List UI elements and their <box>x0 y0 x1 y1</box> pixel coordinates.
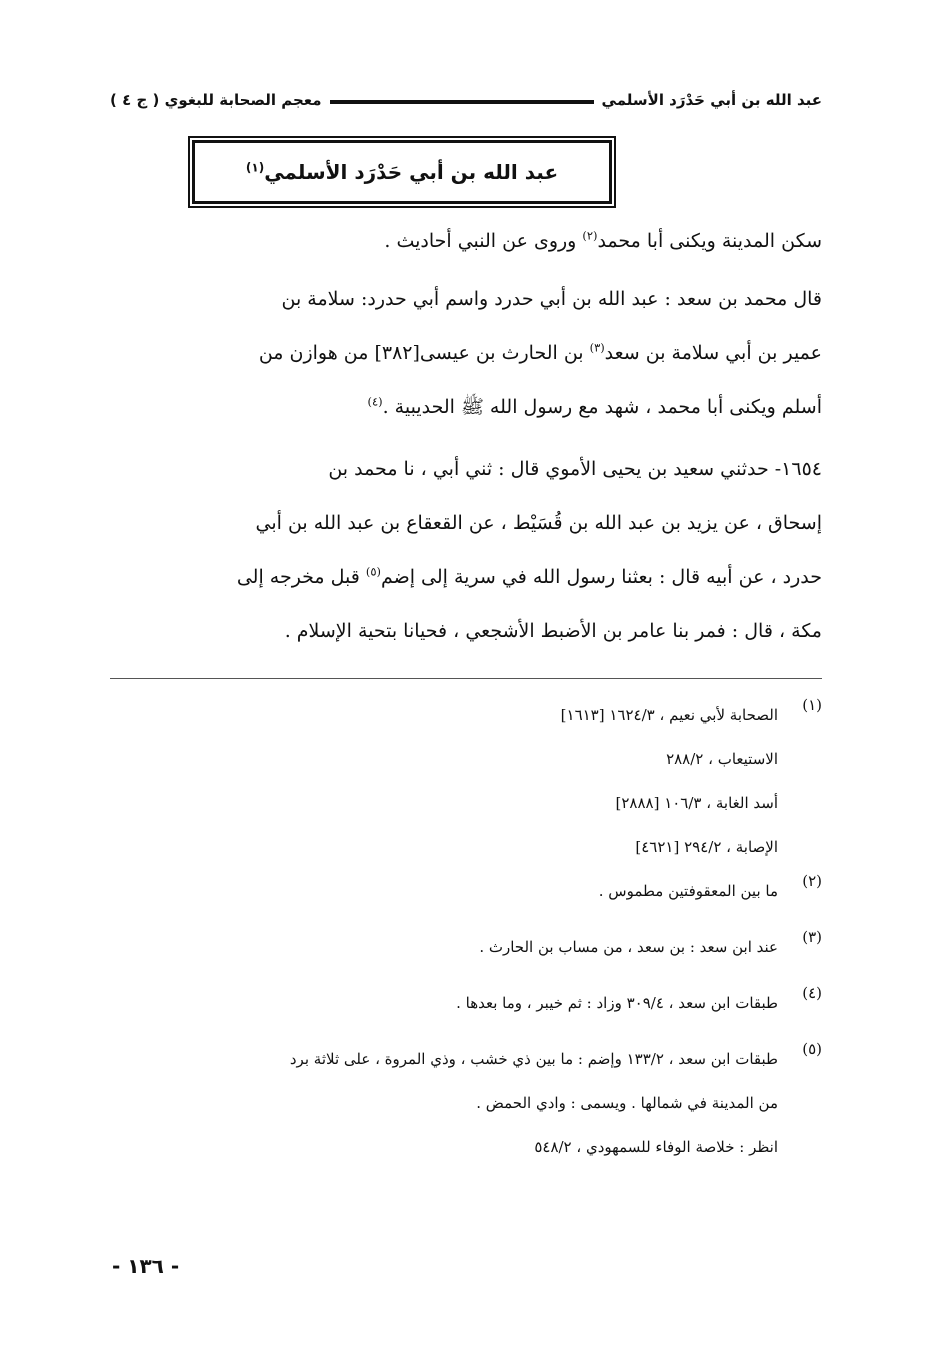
paragraph-text: قبل مخرجه إلى <box>236 566 366 588</box>
paragraph-intro <box>110 214 822 268</box>
footnote-line: انظر : خلاصة الوفاء للسمهودي ، ٥٤٨/٢ <box>534 1138 778 1156</box>
paragraph-text: وروى عن النبي أحاديث . <box>384 230 583 252</box>
footnote-2 <box>110 872 822 916</box>
paragraph-ibn-saad <box>110 272 822 434</box>
footnote-marker-4: (٤) <box>367 394 383 409</box>
footnote-line: طبقات ابن سعد ، ١٣٣/٢ وإضم : ما بين ذي خشب ، وذي المروة ، على ثلاثة برد <box>289 1050 778 1068</box>
footnote-line: طبقات ابن سعد ، ٣٠٩/٤ وزاد : ثم خيبر ، وما بعدها . <box>456 994 778 1012</box>
entry-title-box <box>192 140 612 204</box>
footnote-number: (٥) <box>802 1040 822 1058</box>
paragraph-line <box>110 550 822 604</box>
paragraph-text: أسلم ويكنى أبا محمد ، شهد مع رسول الله ﷺ الحديبية . <box>382 396 822 418</box>
footnote-marker-2: (٢) <box>582 228 598 243</box>
footnote-number: (١) <box>802 696 822 714</box>
paragraph-line <box>110 326 822 380</box>
footnote-1 <box>110 696 822 872</box>
paragraph-line: إسحاق ، عن يزيد بن عبد الله بن قُسَيْط ، عن القعقاع بن عبد الله بن أبي <box>255 512 822 534</box>
footnote-line: الاستيعاب ، ٢٨٨/٢ <box>666 750 778 768</box>
footnote-marker-1: (١) <box>245 160 265 175</box>
paragraph-text: سكن المدينة ويكنى أبا محمد <box>597 230 822 252</box>
footnote-line: عند ابن سعد : بن سعد ، من مساب بن الحارث . <box>479 938 778 956</box>
header-rule <box>330 100 594 104</box>
footnote-number: (٣) <box>802 928 822 946</box>
footnote-separator <box>110 678 822 679</box>
footnote-5 <box>110 1040 822 1172</box>
footnote-number: (٤) <box>802 984 822 1002</box>
paragraph-line <box>110 214 822 268</box>
footnote-number: (٢) <box>802 872 822 890</box>
footnotes <box>110 696 822 1172</box>
paragraph-text: حدرد ، عن أبيه قال : بعثنا رسول الله في سرية إلى إضم <box>380 566 822 588</box>
paragraph-hadith-1654 <box>110 442 822 658</box>
footnote-3 <box>110 928 822 972</box>
paragraph-text: بن الحارث بن عيسى[٣٨٢] من هوازن من <box>258 342 590 364</box>
entry-title <box>246 160 558 184</box>
entry-title-text: عبد الله بن أبي حَدْرَد الأسلمي <box>264 160 559 184</box>
paragraph-line <box>110 380 822 434</box>
footnote-line: الإصابة ، ٢٩٤/٢ [٤٦٢١] <box>635 838 778 856</box>
paragraph-line: مكة ، قال : فمر بنا عامر بن الأضبط الأشجعي ، فحيانا بتحية الإسلام . <box>284 620 822 642</box>
footnote-line: الصحابة لأبي نعيم ، ١٦٢٤/٣ [١٦١٣] <box>560 706 778 724</box>
paragraph-line: ١٦٥٤- حدثني سعيد بن يحيى الأموي قال : ثني أبي ، نا محمد بن <box>328 458 822 480</box>
page-number: - ١٣٦ - <box>112 1254 180 1278</box>
footnote-marker-3: (٣) <box>589 340 605 355</box>
paragraph-text: عمير بن أبي سلامة بن سعد <box>604 342 822 364</box>
footnote-4 <box>110 984 822 1028</box>
running-header <box>110 86 822 114</box>
footnote-line: من المدينة في شمالها . ويسمى : وادي الحمض . <box>476 1094 778 1112</box>
footnote-marker-5: (٥) <box>365 564 381 579</box>
footnote-line: ما بين المعقوفتين مطموس . <box>598 882 778 900</box>
footnote-line: أسد الغابة ، ١٠٦/٣ [٢٨٨٨] <box>615 794 778 812</box>
header-book-title: معجم الصحابة للبغوي ( ج ٤ ) <box>110 91 322 109</box>
header-entry-title: عبد الله بن أبي حَدْرَد الأسلمي <box>601 91 822 109</box>
paragraph-line: قال محمد بن سعد : عبد الله بن أبي حدرد واسم أبي حدرد: سلامة بن <box>281 288 822 310</box>
